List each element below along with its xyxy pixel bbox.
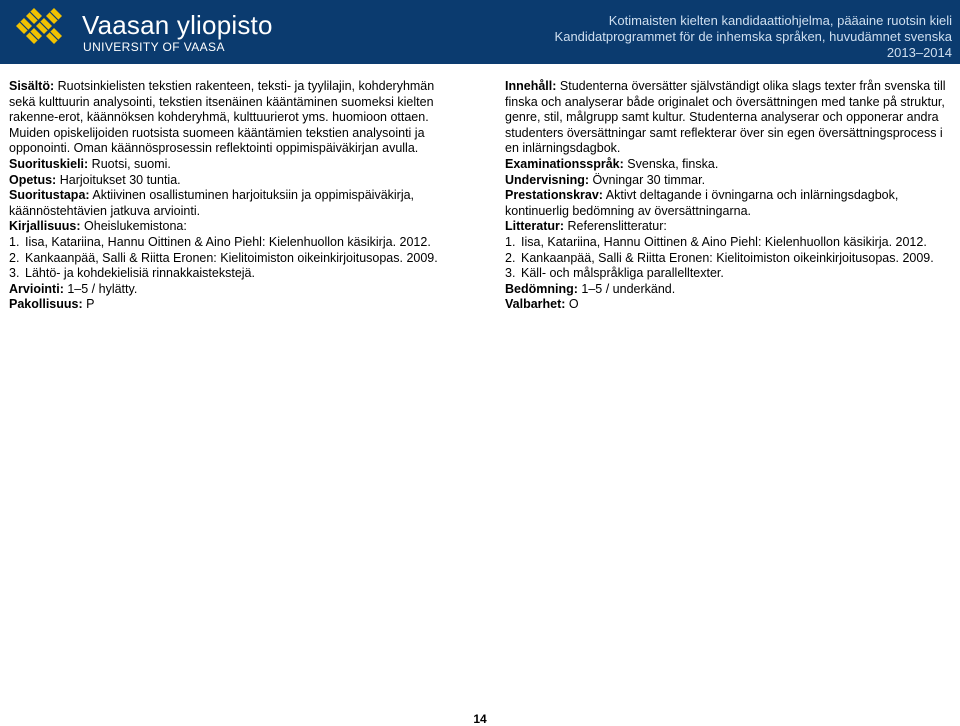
teaching-section-fi <box>9 173 460 189</box>
content-section-sv <box>505 79 957 157</box>
language-section-fi <box>9 157 460 173</box>
finnish-course-description <box>9 79 460 313</box>
eligibility-label: Valbarhet: <box>505 297 566 312</box>
program-title-sv: Kandidatprogrammet för de inhemska språken, huvudämnet svenska <box>554 29 952 44</box>
literature-label: Litteratur: <box>505 219 565 234</box>
literature-item-text: Iisa, Katariina, Hannu Oittinen & Aino Piehl: Kielenhuollon käsikirja. 2012. <box>25 234 431 249</box>
content-text: Ruotsinkielisten tekstien rakenteen, teksti- ja tyylilajin, kohderyhmän sekä kulttuurin analysointi, tekstien itsenäinen kääntäminen suomeksi kielten rakenne-erot, käännöksen kohderyhmä, kulttuurierot yms. huomioon ottaen. Muiden opiskelijoiden ruotsista suomeen kääntämien tekstien analysointi ja opponointi. Oman käännösprosessin reflektointi oppimispäiväkirjan avulla. <box>9 79 435 156</box>
page-header <box>0 0 960 64</box>
assessment-text: 1–5 / underkänd. <box>581 281 676 296</box>
completion-label: Suoritustapa: <box>9 188 90 203</box>
literature-item <box>9 251 460 267</box>
content-section-fi <box>9 79 460 157</box>
literature-item <box>505 266 957 282</box>
literature-label: Kirjallisuus: <box>9 219 81 234</box>
completion-text: Aktiivinen osallistuminen harjoituksiin ja oppimispäiväkirja, käännöstehtävien jatkuva arviointi. <box>9 188 415 218</box>
assessment-section-fi <box>9 282 460 298</box>
compulsory-label: Pakollisuus: <box>9 297 83 312</box>
literature-text: Oheislukemistona: <box>84 219 187 234</box>
literature-item <box>9 266 460 282</box>
teaching-text: Harjoitukset 30 tuntia. <box>59 172 181 187</box>
language-text: Ruotsi, suomi. <box>91 156 171 171</box>
requirements-section-sv <box>505 188 957 219</box>
language-section-sv <box>505 157 957 173</box>
language-text: Svenska, finska. <box>627 156 719 171</box>
eligibility-text: O <box>568 297 579 312</box>
literature-section-fi <box>9 219 460 235</box>
teaching-text: Övningar 30 timmar. <box>592 172 706 187</box>
literature-item-text: Kankaanpää, Salli & Riitta Eronen: Kielitoimiston oikeinkirjoitusopas. 2009. <box>25 250 438 265</box>
eligibility-section-sv <box>505 297 957 313</box>
language-label: Examinationsspråk: <box>505 156 624 171</box>
literature-item <box>9 235 460 251</box>
literature-item-number: 1. <box>505 234 516 249</box>
literature-text: Referenslitteratur: <box>567 219 667 234</box>
assessment-text: 1–5 / hylätty. <box>67 281 138 296</box>
academic-years: 2013–2014 <box>886 45 952 60</box>
content-label: Innehåll: <box>505 79 557 93</box>
page-number: 14 <box>473 712 487 726</box>
requirements-text: Aktivt deltagande i övningarna och inlärningsdagbok, kontinuerlig bedömning av översättningarna. <box>505 188 899 218</box>
assessment-label: Arviointi: <box>9 281 64 296</box>
assessment-section-sv <box>505 282 957 298</box>
literature-item-text: Lähtö- ja kohdekielisiä rinnakkaistekstejä. <box>25 266 255 281</box>
teaching-section-sv <box>505 173 957 189</box>
compulsory-section-fi <box>9 297 460 313</box>
compulsory-text: P <box>86 297 95 312</box>
program-info <box>555 13 952 61</box>
program-title-fi: Kotimaisten kielten kandidaattiohjelma, pääaine ruotsin kieli <box>608 13 952 28</box>
assessment-label: Bedömning: <box>505 281 578 296</box>
literature-section-sv <box>505 219 957 235</box>
teaching-label: Undervisning: <box>505 172 590 187</box>
requirements-label: Prestationskrav: <box>505 188 603 203</box>
literature-item-text: Kankaanpää, Salli & Riitta Eronen: Kielitoimiston oikeinkirjoitusopas. 2009. <box>521 250 934 265</box>
literature-item-text: Käll- och målspråkliga parallelltexter. <box>521 266 724 281</box>
completion-section-fi <box>9 188 460 219</box>
content-label: Sisältö: <box>9 79 55 93</box>
literature-item <box>505 235 957 251</box>
language-label: Suorituskieli: <box>9 156 89 171</box>
literature-item-number: 1. <box>9 234 20 249</box>
university-subtitle: UNIVERSITY OF VAASA <box>83 40 225 54</box>
literature-item <box>505 251 957 267</box>
university-logo-icon <box>10 4 70 48</box>
teaching-label: Opetus: <box>9 172 57 187</box>
literature-item-text: Iisa, Katariina, Hannu Oittinen & Aino Piehl: Kielenhuollon käsikirja. 2012. <box>521 234 927 249</box>
literature-item-number: 2. <box>9 250 20 265</box>
literature-item-number: 3. <box>9 266 20 281</box>
literature-item-number: 3. <box>505 266 516 281</box>
literature-item-number: 2. <box>505 250 516 265</box>
swedish-course-description <box>505 79 957 313</box>
university-name: Vaasan yliopisto <box>82 10 273 40</box>
content-text: Studenterna översätter självständigt olika slags texter från svenska till finska och analyserar både originalet och översättningen med tanke på struktur, genre, stil, målgrupp samt kultur. Studenterna analyserar och opponerar andra studenters översättningar samt reflekterar över sin egen översättningsprocess i en inlärningsdagbok. <box>505 79 946 156</box>
